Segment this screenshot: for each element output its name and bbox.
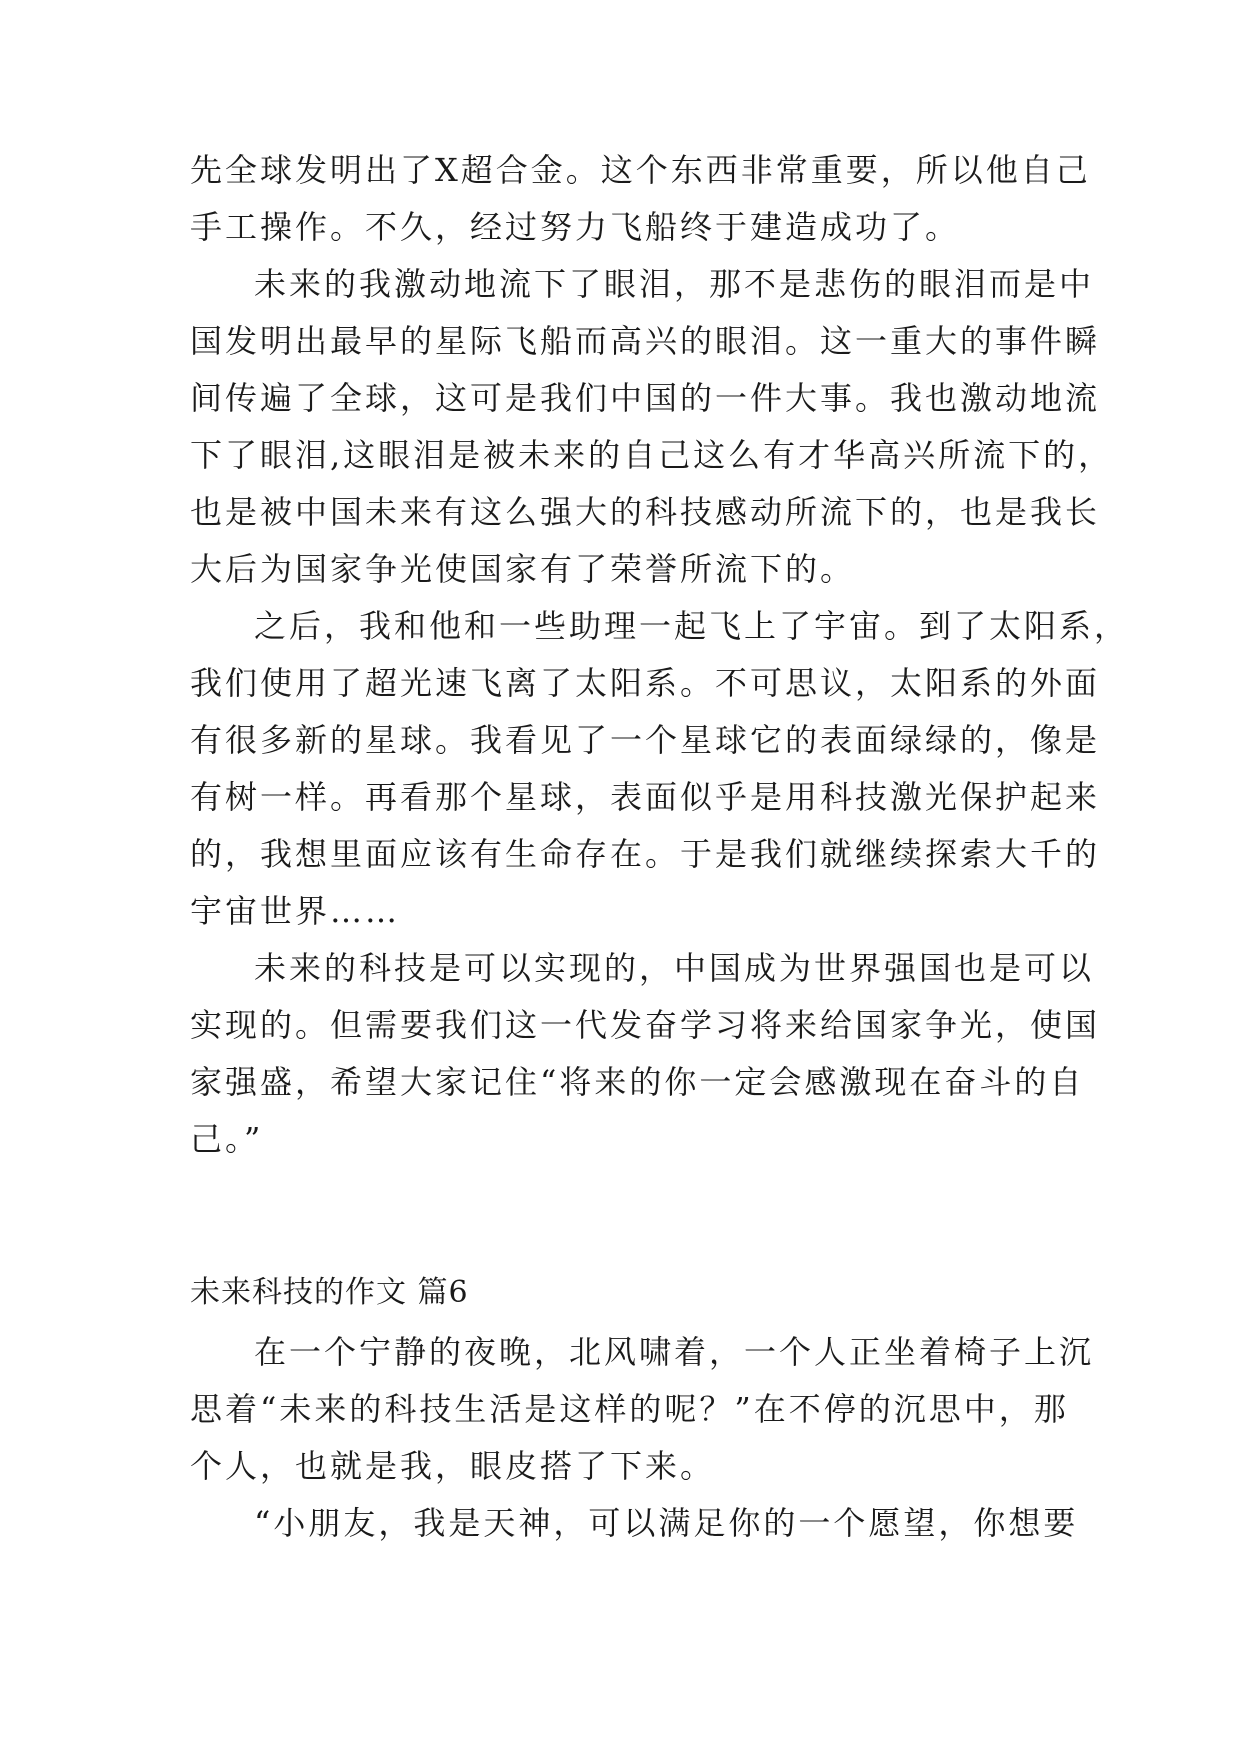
text-line: 有树一样。再看那个星球，表面似乎是用科技激光保护起来: [190, 778, 1101, 816]
text-line: 家强盛，希望大家记住“将来的你一定会感激现在奋斗的自: [190, 1063, 1085, 1101]
essay-body-part-1: [190, 142, 1130, 1168]
text-line: 也是被中国未来有这么强大的科技感动所流下的，也是我长: [190, 493, 1101, 531]
text-line: 手工操作。不久，经过努力飞船终于建造成功了。: [190, 208, 961, 246]
text-line: 先全球发明出了X超合金。这个东西非常重要，所以他自己: [190, 151, 1091, 189]
text-line: 己。”: [190, 1120, 264, 1158]
paragraph-start-line: 未来的我激动地流下了眼泪，那不是悲伤的眼泪而是中: [254, 265, 1095, 303]
text-line: 个人，也就是我，眼皮搭了下来。: [190, 1447, 716, 1485]
text-line: 我们使用了超光速飞离了太阳系。不可思议，太阳系的外面: [190, 664, 1101, 702]
text-line: 下了眼泪,这眼泪是被未来的自己这么有才华高兴所流下的，: [190, 436, 1114, 474]
paragraph-start-line: 之后，我和他和一些助理一起飞上了宇宙。到了太阳系，: [254, 607, 1130, 645]
section-heading: 未来科技的作文 篇6: [190, 1275, 469, 1310]
text-line: 宇宙世界……: [190, 892, 401, 930]
text-line: 间传遍了全球，这可是我们中国的一件大事。我也激动地流: [190, 379, 1101, 417]
text-line: 国发明出最早的星际飞船而高兴的眼泪。这一重大的事件瞬: [190, 322, 1101, 360]
paragraph-start-line: 在一个宁静的夜晚，北风啸着，一个人正坐着椅子上沉: [254, 1333, 1095, 1371]
text-line: 实现的。但需要我们这一代发奋学习将来给国家争光，使国: [190, 1006, 1101, 1044]
essay-body-part-2: [190, 1324, 1095, 1552]
text-line: 大后为国家争光使国家有了荣誉所流下的。: [190, 550, 856, 588]
text-line: 的，我想里面应该有生命存在。于是我们就继续探索大千的: [190, 835, 1101, 873]
text-line: 有很多新的星球。我看见了一个星球它的表面绿绿的，像是: [190, 721, 1101, 759]
text-line: 思着“未来的科技生活是这样的呢？”在不停的沉思中，那: [190, 1390, 1069, 1428]
paragraph-start-line: 未来的科技是可以实现的，中国成为世界强国也是可以: [254, 949, 1095, 987]
paragraph-start-line: “小朋友，我是天神，可以满足你的一个愿望，你想要: [254, 1504, 1079, 1542]
